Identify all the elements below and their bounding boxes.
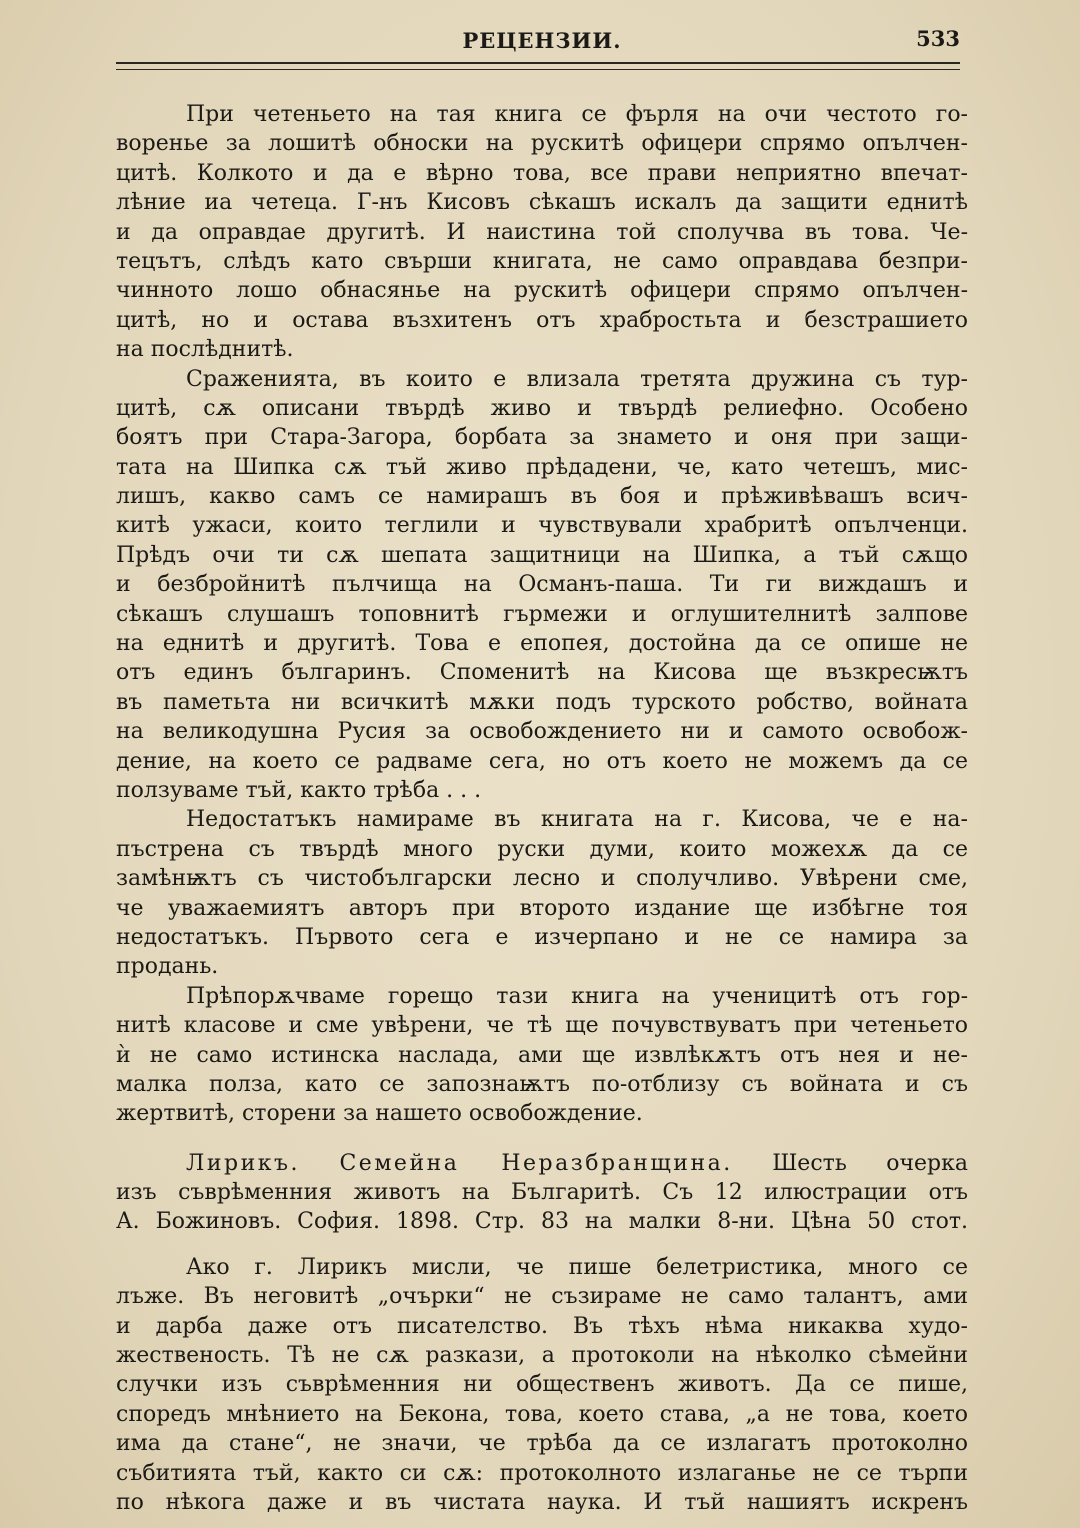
review-subtitle: Шесть очерка	[772, 1150, 968, 1176]
text-line: жертвитѣ, сторени за нашето освобождение.	[116, 1101, 643, 1127]
text-line: Прѣпорѫчваме горещо тази книга на ученицитѣ отъ гор-	[186, 983, 968, 1009]
text-line: ползуваме тъй, както трѣба . . .	[116, 777, 482, 803]
text-line: воренье за лошитѣ обноски на рускитѣ офицери спрямо опълчен-	[116, 131, 968, 157]
header-rule-thin	[116, 69, 960, 70]
text-line: продань.	[116, 954, 219, 980]
text-line: ѝ не само истинска наслада, ами ще извлѣкѫтъ отъ нея и не-	[116, 1042, 968, 1068]
text-line: лъже. Въ неговитѣ „очърки“ не съзираме не само талантъ, ами	[116, 1284, 968, 1310]
text-line: Недостатъкъ намираме въ книгата на г. Кисова, че е на-	[186, 807, 968, 833]
text-line: и да оправдае другитѣ. И наистина той сполучва въ това. Че-	[116, 219, 968, 245]
text-line: случки изъ съврѣменния ни общественъ животъ. Да се пише,	[116, 1372, 968, 1398]
text-line: Ако г. Лирикъ мисли, че пише белетристика, много се	[186, 1254, 968, 1280]
paragraph	[116, 100, 968, 365]
running-header	[116, 26, 968, 53]
text-line: лѣние иа четеца. Г-нъ Кисовъ сѣкашъ искалъ да защити еднитѣ	[116, 190, 968, 216]
text-line: по нѣкога даже и въ чистата наука. И тъй нашиятъ искренъ	[116, 1489, 968, 1515]
paragraph	[116, 982, 968, 1129]
page-number: 533	[916, 26, 960, 51]
text-line: и безбройнитѣ пълчища на Османъ-паша. Ти ги виждашъ и	[116, 572, 968, 598]
text-line: тата на Шипка сѫ тъй живо прѣдадени, че, като четешъ, мис-	[116, 454, 968, 480]
text-line: сѣкашъ слушашъ топовнитѣ гърмежи и оглушителнитѣ залпове	[116, 601, 968, 627]
text-line: отъ единъ българинъ. Споменитѣ на Кисова ще възкресѭтъ	[116, 660, 968, 686]
text-line: замѣнѭтъ съ чистобългарски лесно и сполучливо. Увѣрени сме,	[116, 866, 968, 892]
text-line: пъстрена съ твърдѣ много руски думи, които можехѫ да се	[116, 836, 968, 862]
text-line: китѣ ужаси, които теглили и чувствували храбритѣ опълченци.	[116, 513, 968, 539]
text-line: цитѣ, но и остава възхитенъ отъ храбростьта и безстрашието	[116, 307, 968, 333]
text-line: нитѣ класове и сме увѣрени, че тѣ ще почувствуватъ при четеньето	[116, 1013, 968, 1039]
review-heading	[116, 1149, 968, 1237]
text-line: въ паметьта ни всичкитѣ мѫки подъ турското робство, войната	[116, 689, 968, 715]
text-line: недостатъкъ. Първото сега е изчерпано и не се намира за	[116, 924, 968, 950]
body-text	[116, 100, 968, 1517]
review-publication-line: А. Божиновъ. София. 1898. Стр. 83 на малки 8-ни. Цѣна 50 стот.	[116, 1209, 968, 1235]
text-line: Сраженията, въ които е влизала третята дружина съ тур-	[186, 366, 968, 392]
text-line: цитѣ. Колкото и да е вѣрно това, все прави неприятно впечат-	[116, 160, 968, 186]
header-rule	[116, 62, 960, 64]
text-line: малка полза, като се запознаѭтъ по-отблизу съ войната и съ	[116, 1071, 968, 1097]
review-paragraphs	[116, 100, 968, 1129]
text-line: жественость. Тѣ не сѫ разкази, а протоколи на нѣколко сѣмейни	[116, 1343, 968, 1369]
text-line: тецътъ, слѣдъ като свърши книгата, не само оправдава безпри-	[116, 248, 968, 274]
text-line: на еднитѣ и другитѣ. Това е епопея, достойна да се опише не	[116, 631, 968, 657]
text-line: на послѣднитѣ.	[116, 337, 294, 363]
text-line: на великодушна Русия за освобождението ни и самото освобож-	[116, 719, 968, 745]
text-line: При четеньето на тая книга се фърля на очи честото го-	[186, 102, 968, 127]
text-line: дение, на което се радваме сега, но отъ което не можемъ да се	[116, 748, 968, 774]
review-author: Лирикъ.	[186, 1150, 301, 1176]
next-review-paragraph	[116, 1253, 968, 1518]
text-line: има да стане“, не значи, че трѣба да се излагатъ протоколно	[116, 1431, 968, 1457]
text-line: споредъ мнѣнието на Бекона, това, което става, „а не това, което	[116, 1401, 968, 1427]
paragraph	[116, 365, 968, 806]
text-line: боятъ при Стара-Загора, борбата за знамето и оня при защи-	[116, 425, 968, 451]
paragraph	[116, 805, 968, 981]
text-line: Прѣдъ очи ти сѫ шепата защитници на Шипка, а тъй сѫщо	[116, 542, 968, 568]
text-line: чинното лошо обнасянье на рускитѣ офицери спрямо опълчен-	[116, 278, 968, 304]
text-line: цитѣ, сѫ описани твърдѣ живо и твърдѣ релиефно. Особено	[116, 395, 968, 421]
running-title: РЕЦЕНЗИИ.	[462, 28, 622, 53]
text-line: лишъ, какво самъ се намирашъ въ боя и прѣживѣвашъ всич-	[116, 484, 968, 510]
review-publication-line: изъ съврѣменния животъ на Българитѣ. Съ 12 илюстрации отъ	[116, 1180, 968, 1206]
text-line: събитията тъй, както си сѫ: протоколното излаганье не се търпи	[116, 1460, 968, 1486]
text-line: и дарба даже отъ писателство. Въ тѣхъ нѣма никаква худо-	[116, 1313, 968, 1339]
text-line: че уважаемиятъ авторъ при второто издание ще избѣгне тоя	[116, 895, 968, 921]
review-book-title: Семейна Неразбранщина.	[339, 1150, 733, 1176]
